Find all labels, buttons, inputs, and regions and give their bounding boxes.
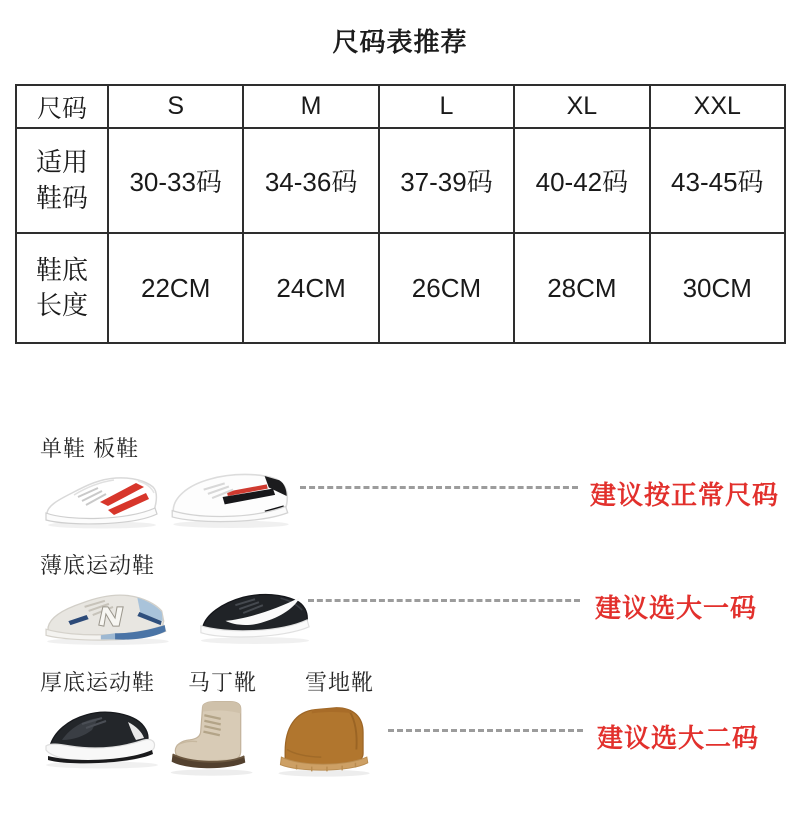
- table-cell: 26CM: [379, 233, 514, 343]
- advice-two-sizes-up: 建议选大二码: [597, 723, 760, 753]
- dashed-connector-1: [300, 486, 578, 489]
- advice-one-size-up: 建议选大一码: [595, 593, 758, 623]
- size-table: [15, 84, 786, 344]
- black-running-sneaker-white-swoosh-image: [196, 582, 314, 646]
- shoe-size-row-label: 适用鞋码: [16, 128, 108, 233]
- size-col-m: M: [243, 85, 378, 128]
- size-table-corner-cell: 尺码: [16, 85, 108, 128]
- table-cell: 34-36码: [243, 128, 378, 233]
- size-col-s: S: [108, 85, 243, 128]
- table-cell: 37-39码: [379, 128, 514, 233]
- size-col-xl: XL: [514, 85, 649, 128]
- table-cell: 30CM: [650, 233, 785, 343]
- shoe-size-row: [16, 128, 785, 233]
- sole-length-row: [16, 233, 785, 343]
- advice-normal-size: 建议按正常尺码: [590, 480, 780, 510]
- table-cell: 28CM: [514, 233, 649, 343]
- section-label-thin-sole: 薄底运动鞋: [40, 553, 156, 578]
- section-label-thick-sole: 厚底运动鞋: [40, 670, 156, 695]
- size-col-xxl: XXL: [650, 85, 785, 128]
- table-cell: 22CM: [108, 233, 243, 343]
- dashed-connector-2: [308, 599, 580, 602]
- size-table-header-row: [16, 85, 785, 128]
- page-title: 尺码表推荐: [332, 27, 468, 57]
- beige-martin-boot-image: [168, 698, 268, 778]
- sole-length-row-label: 鞋底长度: [16, 233, 108, 343]
- chunky-black-white-sneaker-image: [40, 700, 165, 770]
- table-cell: 24CM: [243, 233, 378, 343]
- size-col-l: L: [379, 85, 514, 128]
- section-label-martin-boot: 马丁靴: [188, 670, 258, 695]
- white-skate-sneaker-black-accent-image: [168, 464, 294, 530]
- table-cell: 40-42码: [514, 128, 649, 233]
- gray-running-sneaker-blue-accent-image: [42, 582, 184, 646]
- section-label-snow-boot: 雪地靴: [305, 670, 375, 695]
- table-cell: 30-33码: [108, 128, 243, 233]
- dashed-connector-3: [388, 729, 583, 732]
- chestnut-snow-boot-image: [272, 702, 380, 778]
- table-cell: 43-45码: [650, 128, 785, 233]
- white-canvas-sneaker-red-stripe-image: [42, 468, 162, 530]
- section-label-flat-shoes: 单鞋 板鞋: [40, 436, 140, 461]
